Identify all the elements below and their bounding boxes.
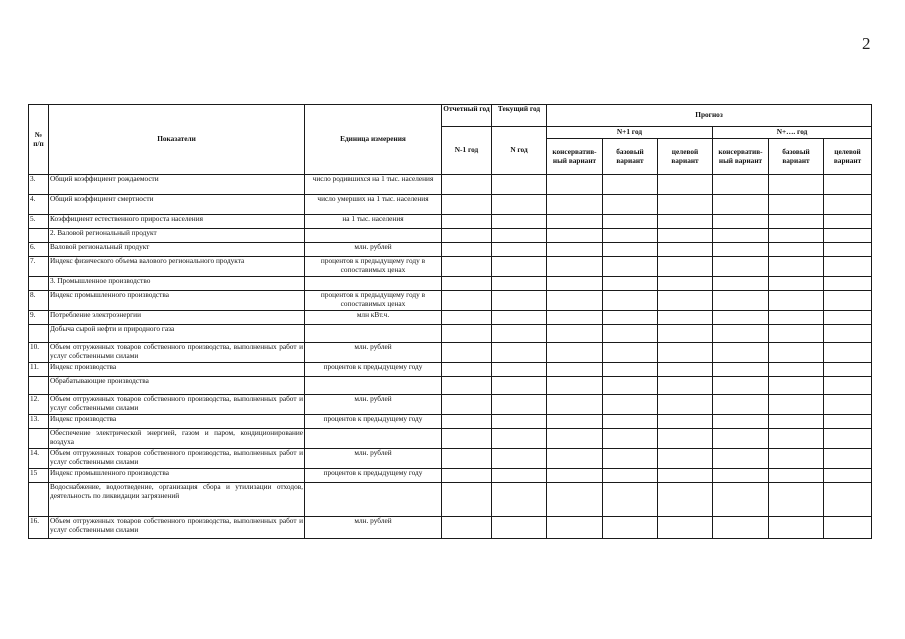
row-number: 12. xyxy=(29,395,49,415)
row-number xyxy=(29,277,49,291)
indicator-name: Индекс промышленного производства xyxy=(49,469,305,483)
value-cell xyxy=(658,415,713,429)
value-cell xyxy=(492,175,547,195)
table-row xyxy=(29,291,872,311)
value-cell xyxy=(492,449,547,469)
value-cell xyxy=(442,483,492,517)
table-row xyxy=(29,517,872,539)
unit-cell: число родившихся на 1 тыс. населения xyxy=(305,175,442,195)
table-row xyxy=(29,449,872,469)
value-cell xyxy=(713,517,769,539)
value-cell xyxy=(769,415,824,429)
indicator-name: Объем отгруженных товаров собственного производства, выполненных работ и услуг собственными силами xyxy=(49,343,305,363)
value-cell xyxy=(547,363,603,377)
value-cell xyxy=(658,517,713,539)
table-row xyxy=(29,243,872,257)
value-cell xyxy=(824,291,872,311)
header-unit: Единица измерения xyxy=(305,105,442,175)
section-title: Водоснабжение, водоотведение, организация сбора и утилизации отходов, деятельность по ликвидации загрязнений xyxy=(49,483,305,517)
value-cell xyxy=(492,429,547,449)
value-cell xyxy=(824,325,872,343)
header-report-year: Отчетный год xyxy=(442,105,492,127)
value-cell xyxy=(547,243,603,257)
row-number: 15 xyxy=(29,469,49,483)
unit-cell: процентов к предыдущему году в сопоставимых ценах xyxy=(305,257,442,277)
header-base-1: базовый вариант xyxy=(603,139,658,175)
value-cell xyxy=(658,175,713,195)
table-row xyxy=(29,257,872,277)
value-cell xyxy=(658,483,713,517)
value-cell xyxy=(442,215,492,229)
value-cell xyxy=(603,291,658,311)
value-cell xyxy=(713,195,769,215)
value-cell xyxy=(769,377,824,395)
value-cell xyxy=(824,343,872,363)
value-cell xyxy=(547,257,603,277)
row-number xyxy=(29,483,49,517)
indicator-name: Общий коэффициент рождаемости xyxy=(49,175,305,195)
unit-cell xyxy=(305,377,442,395)
value-cell xyxy=(442,343,492,363)
header-num: № п/п xyxy=(29,105,49,175)
value-cell xyxy=(442,517,492,539)
value-cell xyxy=(713,343,769,363)
value-cell xyxy=(658,325,713,343)
value-cell xyxy=(442,395,492,415)
value-cell xyxy=(442,449,492,469)
row-number: 5. xyxy=(29,215,49,229)
value-cell xyxy=(492,343,547,363)
value-cell xyxy=(547,175,603,195)
value-cell xyxy=(492,325,547,343)
value-cell xyxy=(492,415,547,429)
value-cell xyxy=(603,215,658,229)
value-cell xyxy=(769,229,824,243)
header-n-minus-1: N-1 год xyxy=(442,127,492,175)
indicator-name: Потребление электроэнергии xyxy=(49,311,305,325)
value-cell xyxy=(658,449,713,469)
unit-cell: млн. рублей xyxy=(305,243,442,257)
value-cell xyxy=(442,325,492,343)
value-cell xyxy=(713,469,769,483)
value-cell xyxy=(713,363,769,377)
indicator-name: Общий коэффициент смертности xyxy=(49,195,305,215)
value-cell xyxy=(769,429,824,449)
value-cell xyxy=(492,469,547,483)
value-cell xyxy=(492,243,547,257)
table-row xyxy=(29,415,872,429)
row-number: 13. xyxy=(29,415,49,429)
value-cell xyxy=(547,343,603,363)
value-cell xyxy=(769,449,824,469)
value-cell xyxy=(769,243,824,257)
value-cell xyxy=(547,483,603,517)
value-cell xyxy=(713,429,769,449)
value-cell xyxy=(603,415,658,429)
table-row xyxy=(29,215,872,229)
indicator-name: Объем отгруженных товаров собственного производства, выполненных работ и услуг собственными силами xyxy=(49,395,305,415)
indicator-name: Объем отгруженных товаров собственного производства, выполненных работ и услуг собственными силами xyxy=(49,517,305,539)
value-cell xyxy=(492,483,547,517)
value-cell xyxy=(547,291,603,311)
unit-cell xyxy=(305,277,442,291)
value-cell xyxy=(713,395,769,415)
header-forecast: Прогноз xyxy=(547,105,872,127)
row-number: 4. xyxy=(29,195,49,215)
value-cell xyxy=(658,343,713,363)
unit-cell: процентов к предыдущему году xyxy=(305,469,442,483)
section-title: 2. Валовой региональный продукт xyxy=(49,229,305,243)
indicator-name: Объем отгруженных товаров собственного производства, выполненных работ и услуг собственными силами xyxy=(49,449,305,469)
value-cell xyxy=(824,195,872,215)
value-cell xyxy=(603,195,658,215)
value-cell xyxy=(824,517,872,539)
value-cell xyxy=(547,415,603,429)
value-cell xyxy=(492,363,547,377)
table-row xyxy=(29,343,872,363)
table-row xyxy=(29,395,872,415)
header-indicators: Показатели xyxy=(49,105,305,175)
unit-cell: млн. рублей xyxy=(305,449,442,469)
value-cell xyxy=(824,311,872,325)
value-cell xyxy=(547,517,603,539)
value-cell xyxy=(769,291,824,311)
value-cell xyxy=(713,449,769,469)
header-base-2: базовый вариант xyxy=(769,139,824,175)
value-cell xyxy=(713,229,769,243)
value-cell xyxy=(658,311,713,325)
row-number: 16. xyxy=(29,517,49,539)
header-conservative-1: консерватив-ный вариант xyxy=(547,139,603,175)
value-cell xyxy=(442,429,492,449)
row-number xyxy=(29,325,49,343)
value-cell xyxy=(603,517,658,539)
section-row xyxy=(29,483,872,517)
value-cell xyxy=(603,325,658,343)
value-cell xyxy=(442,243,492,257)
value-cell xyxy=(713,415,769,429)
value-cell xyxy=(603,257,658,277)
value-cell xyxy=(492,229,547,243)
value-cell xyxy=(824,175,872,195)
value-cell xyxy=(492,215,547,229)
header-conservative-2: консерватив-ный вариант xyxy=(713,139,769,175)
value-cell xyxy=(713,257,769,277)
value-cell xyxy=(824,429,872,449)
value-cell xyxy=(603,277,658,291)
value-cell xyxy=(603,343,658,363)
value-cell xyxy=(658,195,713,215)
table-body xyxy=(29,175,872,539)
unit-cell: число умерших на 1 тыс. населения xyxy=(305,195,442,215)
row-number: 9. xyxy=(29,311,49,325)
row-number xyxy=(29,229,49,243)
row-number: 3. xyxy=(29,175,49,195)
unit-cell xyxy=(305,483,442,517)
unit-cell xyxy=(305,429,442,449)
value-cell xyxy=(442,277,492,291)
value-cell xyxy=(769,517,824,539)
header-n-plus-1: N+1 год xyxy=(547,127,713,139)
value-cell xyxy=(547,395,603,415)
indicator-name: Индекс физического объема валового регионального продукта xyxy=(49,257,305,277)
value-cell xyxy=(769,363,824,377)
value-cell xyxy=(713,325,769,343)
row-number: 10. xyxy=(29,343,49,363)
unit-cell xyxy=(305,229,442,243)
value-cell xyxy=(442,257,492,277)
section-title: Обеспечение электрической энергией, газом и паром, кондиционирование воздуха xyxy=(49,429,305,449)
unit-cell: на 1 тыс. населения xyxy=(305,215,442,229)
value-cell xyxy=(658,291,713,311)
section-title: 3. Промышленное производство xyxy=(49,277,305,291)
value-cell xyxy=(547,311,603,325)
value-cell xyxy=(713,291,769,311)
value-cell xyxy=(658,363,713,377)
section-row xyxy=(29,429,872,449)
value-cell xyxy=(769,469,824,483)
value-cell xyxy=(603,483,658,517)
row-number: 8. xyxy=(29,291,49,311)
value-cell xyxy=(658,469,713,483)
value-cell xyxy=(824,243,872,257)
value-cell xyxy=(769,257,824,277)
table-row xyxy=(29,195,872,215)
value-cell xyxy=(713,377,769,395)
row-number: 6. xyxy=(29,243,49,257)
value-cell xyxy=(442,311,492,325)
value-cell xyxy=(658,229,713,243)
page-number: 2 xyxy=(862,34,871,53)
value-cell xyxy=(547,229,603,243)
value-cell xyxy=(824,483,872,517)
value-cell xyxy=(658,277,713,291)
indicator-name: Индекс производства xyxy=(49,363,305,377)
header-current-year: Текущий год xyxy=(492,105,547,127)
value-cell xyxy=(547,195,603,215)
value-cell xyxy=(442,415,492,429)
value-cell xyxy=(442,469,492,483)
indicator-name: Коэффициент естественного прироста населения xyxy=(49,215,305,229)
value-cell xyxy=(824,277,872,291)
unit-cell: млн. рублей xyxy=(305,517,442,539)
value-cell xyxy=(769,343,824,363)
value-cell xyxy=(603,229,658,243)
value-cell xyxy=(603,243,658,257)
header-target-1: целевой вариант xyxy=(658,139,713,175)
indicator-name: Индекс производства xyxy=(49,415,305,429)
table-row xyxy=(29,311,872,325)
value-cell xyxy=(658,377,713,395)
value-cell xyxy=(658,257,713,277)
value-cell xyxy=(547,469,603,483)
value-cell xyxy=(713,277,769,291)
value-cell xyxy=(824,415,872,429)
value-cell xyxy=(603,395,658,415)
value-cell xyxy=(769,311,824,325)
value-cell xyxy=(713,311,769,325)
value-cell xyxy=(442,377,492,395)
unit-cell xyxy=(305,325,442,343)
table-row xyxy=(29,175,872,195)
unit-cell: млн. рублей xyxy=(305,395,442,415)
header-n-plus-dots: N+…. год xyxy=(713,127,872,139)
value-cell xyxy=(769,395,824,415)
value-cell xyxy=(658,429,713,449)
table-row xyxy=(29,469,872,483)
section-row xyxy=(29,377,872,395)
unit-cell: процентов к предыдущему году xyxy=(305,415,442,429)
section-row xyxy=(29,325,872,343)
header-n-year: N год xyxy=(492,127,547,175)
value-cell xyxy=(658,395,713,415)
value-cell xyxy=(769,325,824,343)
row-number xyxy=(29,377,49,395)
value-cell xyxy=(603,363,658,377)
value-cell xyxy=(658,215,713,229)
unit-cell: млн. рублей xyxy=(305,343,442,363)
value-cell xyxy=(547,449,603,469)
value-cell xyxy=(492,257,547,277)
value-cell xyxy=(658,243,713,257)
value-cell xyxy=(824,229,872,243)
value-cell xyxy=(713,483,769,517)
table-row xyxy=(29,363,872,377)
value-cell xyxy=(547,377,603,395)
indicator-name: Индекс промышленного производства xyxy=(49,291,305,311)
value-cell xyxy=(442,175,492,195)
unit-cell: процентов к предыдущему году xyxy=(305,363,442,377)
value-cell xyxy=(492,311,547,325)
value-cell xyxy=(547,429,603,449)
section-title: Добыча сырой нефти и природного газа xyxy=(49,325,305,343)
section-row xyxy=(29,277,872,291)
value-cell xyxy=(713,243,769,257)
value-cell xyxy=(603,175,658,195)
value-cell xyxy=(824,215,872,229)
row-number xyxy=(29,429,49,449)
value-cell xyxy=(603,311,658,325)
value-cell xyxy=(603,377,658,395)
value-cell xyxy=(769,175,824,195)
unit-cell: млн кВт.ч. xyxy=(305,311,442,325)
value-cell xyxy=(547,277,603,291)
unit-cell: процентов к предыдущему году в сопоставимых ценах xyxy=(305,291,442,311)
value-cell xyxy=(442,363,492,377)
value-cell xyxy=(442,291,492,311)
value-cell xyxy=(824,363,872,377)
value-cell xyxy=(492,277,547,291)
value-cell xyxy=(442,195,492,215)
value-cell xyxy=(603,429,658,449)
value-cell xyxy=(713,175,769,195)
value-cell xyxy=(769,277,824,291)
value-cell xyxy=(713,215,769,229)
value-cell xyxy=(824,257,872,277)
indicator-name: Валовой региональный продукт xyxy=(49,243,305,257)
section-title: Обрабатывающие производства xyxy=(49,377,305,395)
value-cell xyxy=(492,395,547,415)
value-cell xyxy=(547,215,603,229)
row-number: 7. xyxy=(29,257,49,277)
value-cell xyxy=(492,517,547,539)
value-cell xyxy=(492,195,547,215)
section-row xyxy=(29,229,872,243)
value-cell xyxy=(824,395,872,415)
value-cell xyxy=(442,229,492,243)
value-cell xyxy=(492,291,547,311)
value-cell xyxy=(769,195,824,215)
value-cell xyxy=(769,483,824,517)
value-cell xyxy=(824,449,872,469)
value-cell xyxy=(824,469,872,483)
header-target-2: целевой вариант xyxy=(824,139,872,175)
value-cell xyxy=(492,377,547,395)
value-cell xyxy=(603,449,658,469)
row-number: 11. xyxy=(29,363,49,377)
value-cell xyxy=(603,469,658,483)
value-cell xyxy=(769,215,824,229)
row-number: 14. xyxy=(29,449,49,469)
value-cell xyxy=(547,325,603,343)
value-cell xyxy=(824,377,872,395)
forecast-indicators-table xyxy=(28,104,872,539)
